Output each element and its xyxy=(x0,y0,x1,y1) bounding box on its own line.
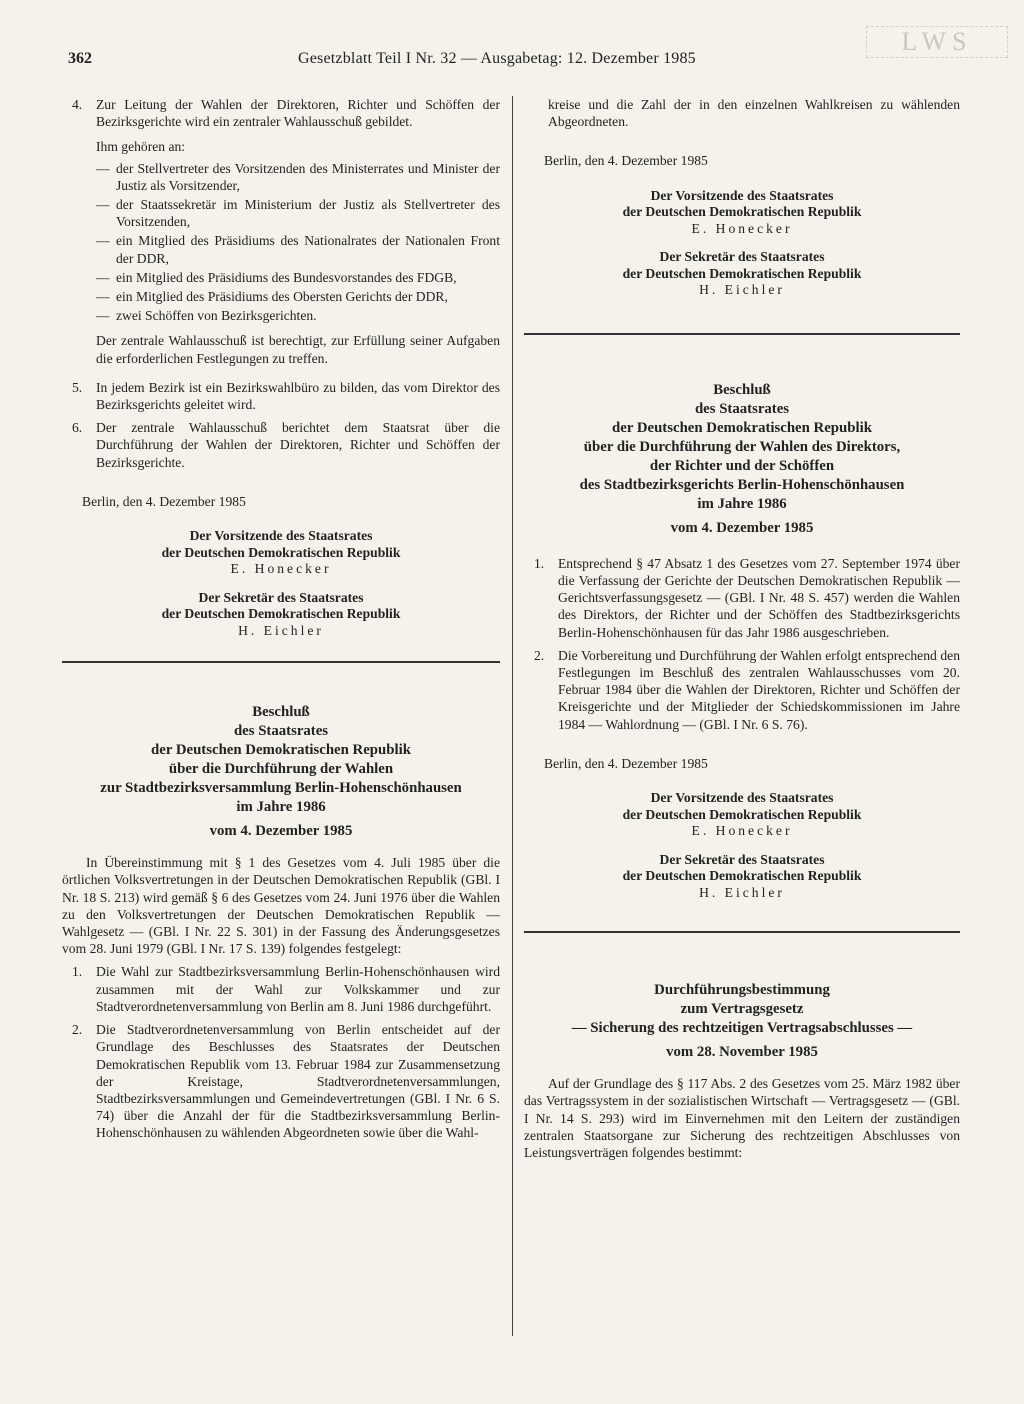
beschluss-title xyxy=(524,381,960,514)
signature-org: der Deutschen Demokratischen Republik xyxy=(622,806,862,822)
beschluss-intro: In Übereinstimmung mit § 1 des Gesetzes vom 4. Juli 1985 über die örtlichen Volksvertretungen in der Deutschen Demokratischen Republik (GBl. I Nr. 18 S. 213) wird gemäß § 6 des Gesetzes vom 24. Juni 1976 über die Wahlen zu den Volksvertretungen der Deutschen Demokratischen Republik — Wahlgesetz — (GBl. I Nr. 22 S. 301) in der Fassung des Änderungsgesetzes vom 28. Juni 1979 (GBl. I Nr. 17 S. 139) folgendes festgelegt: xyxy=(62,855,500,957)
beschluss-item-1 xyxy=(62,963,500,1015)
signature-org: der Deutschen Demokratischen Republik xyxy=(622,204,862,220)
right-column xyxy=(524,96,960,1161)
beschluss-item-1 xyxy=(524,555,960,641)
signature-title: Der Vorsitzende des Staatsrates xyxy=(650,790,834,806)
title-line: des Stadtbezirksgerichts Berlin-Hohenschönhausen xyxy=(579,476,905,493)
signature-org: der Deutschen Demokratischen Republik xyxy=(622,868,862,884)
signature-secretary xyxy=(524,249,960,299)
member-item: — zwei Schöffen von Bezirksgerichten. xyxy=(62,307,500,324)
title-line: der Deutschen Demokratischen Republik xyxy=(151,742,411,759)
beschluss-date: vom 4. Dezember 1985 xyxy=(670,519,814,536)
member-item: — ein Mitglied des Präsidiums des Obersten Gerichts der DDR, xyxy=(62,288,500,305)
signature-chairman xyxy=(62,528,500,578)
member-item: — der Stellvertreter des Vorsitzenden des Ministerrates und Minister der Justiz als Vorsitzender, xyxy=(62,160,500,194)
date-line: Berlin, den 4. Dezember 1985 xyxy=(544,153,708,169)
item-text: Der zentrale Wahlausschuß berichtet dem Staatsrat über die Durchführung der Wahlen der Direktoren, Richter und Schöffen der Bezirksgerichte. xyxy=(96,420,500,470)
section-rule xyxy=(524,931,960,933)
signature-org: der Deutschen Demokratischen Republik xyxy=(161,544,401,560)
signature-title: Der Sekretär des Staatsrates xyxy=(659,249,825,265)
signature-chairman xyxy=(524,790,960,840)
signature-secretary xyxy=(62,590,500,640)
signature-secretary xyxy=(524,852,960,902)
durchfuehrung-text: Auf der Grundlage des § 117 Abs. 2 des Gesetzes vom 25. März 1982 über das Vertragssystem in der sozialistischen Wirtschaft — Vertragsgesetz — (GBl. I Nr. 14 S. 293) wird im Einvernehmen mit den Leitern der zuständigen zentralen Staatsorgane zur Sicherung des rechtzeitigen Abschlusses von Leistungsverträgen folgendes bestimmt: xyxy=(524,1076,960,1161)
member-item: — ein Mitglied des Präsidiums des Bundesvorstandes des FDGB, xyxy=(62,269,500,286)
title-line: Beschluß xyxy=(713,381,771,398)
item-text: Zur Leitung der Wahlen der Direktoren, Richter und Schöffen der Bezirksgerichte wird ein zentraler Wahlausschuß gebildet. xyxy=(96,97,500,130)
title-line: der Deutschen Demokratischen Republik xyxy=(612,419,872,436)
beschluss-date: vom 4. Dezember 1985 xyxy=(209,823,353,840)
signature-name: E. Honecker xyxy=(691,823,793,839)
members-intro: Ihm gehören an: xyxy=(96,139,186,155)
column-divider xyxy=(512,96,513,1336)
title-line: im Jahre 1986 xyxy=(236,799,326,816)
item-number: 1. xyxy=(534,555,545,571)
item-number: 2. xyxy=(534,647,545,663)
signature-name: E. Honecker xyxy=(691,220,793,236)
date-line: Berlin, den 4. Dezember 1985 xyxy=(544,755,708,771)
item-number: 5. xyxy=(72,379,83,395)
item-text: In jedem Bezirk ist ein Bezirkswahlbüro zu bilden, das vom Direktor des Bezirksgerichts geleitet wird. xyxy=(96,379,500,413)
item-text: Die Wahl zur Stadtbezirksversammlung Berlin-Hohenschönhausen wird zusammen mit der Wahl zur Volkskammer und zur Stadtverordnetenversammlung von Berlin am 8. Juni 1986 durchgeführt. xyxy=(96,964,500,1014)
title-line: über die Durchführung der Wahlen des Direktors, xyxy=(583,438,901,455)
beschluss-item-2 xyxy=(62,1021,500,1141)
date-line: Berlin, den 4. Dezember 1985 xyxy=(82,493,246,509)
durchfuehrung-date: vom 28. November 1985 xyxy=(666,1044,818,1061)
item-6 xyxy=(62,419,500,471)
title-line: des Staatsrates xyxy=(233,723,329,740)
signature-chairman xyxy=(524,188,960,238)
signature-name: H. Eichler xyxy=(699,884,785,900)
signature-title: Der Sekretär des Staatsrates xyxy=(198,589,364,605)
title-line: zum Vertragsgesetz xyxy=(680,1001,804,1018)
item-text: Entsprechend § 47 Absatz 1 des Gesetzes vom 27. September 1974 über die Verfassung der Gerichte der Deutschen Demokratischen Republik — Gerichtsverfassungsgesetz — (GBl. I Nr. 48 S. 457) werden die Wahlen des Direktors, der Richter und der Schöffen des Stadtbezirksgerichts Berlin-Hohenschönhausen für das Jahr 1986 ausgeschrieben. xyxy=(558,555,960,640)
gazette-title: Gesetzblatt Teil I Nr. 32 — Ausgabetag: 12. Dezember 1985 xyxy=(298,50,696,67)
item-number: 2. xyxy=(72,1022,83,1038)
member-item: — ein Mitglied des Präsidiums des Nationalrates der Nationalen Front der DDR, xyxy=(62,232,500,266)
signature-title: Der Sekretär des Staatsrates xyxy=(659,851,825,867)
signature-org: der Deutschen Demokratischen Republik xyxy=(622,265,862,281)
left-column xyxy=(62,96,500,1148)
title-line: des Staatsrates xyxy=(694,400,790,417)
durchfuehrung-title xyxy=(524,981,960,1038)
page-header xyxy=(68,27,978,72)
title-line: über die Durchführung der Wahlen xyxy=(168,761,394,778)
item-4-closing: Der zentrale Wahlausschuß ist berechtigt, zur Erfüllung seiner Aufgaben die erforderlichen Festlegungen zu treffen. xyxy=(96,333,500,366)
item-number: 6. xyxy=(72,420,83,436)
signature-title: Der Vorsitzende des Staatsrates xyxy=(189,528,373,544)
signature-name: E. Honecker xyxy=(230,561,332,577)
title-line: zur Stadtbezirksversammlung Berlin-Hohenschönhausen xyxy=(100,780,462,797)
item-number: 1. xyxy=(72,964,83,980)
signature-name: H. Eichler xyxy=(699,282,785,298)
title-line: der Richter und der Schöffen xyxy=(649,457,835,474)
item-number: 4. xyxy=(72,97,83,112)
signature-title: Der Vorsitzende des Staatsrates xyxy=(650,187,834,203)
member-item: — der Staatssekretär im Ministerium der Justiz als Stellvertreter des Vorsitzenden, xyxy=(62,196,500,230)
title-line: — Sicherung des rechtzeitigen Vertragsabschlusses — xyxy=(571,1020,913,1037)
continuation-text: kreise und die Zahl der in den einzelnen Wahlkreisen zu wählenden Abgeordneten. xyxy=(548,97,960,130)
item-text: Die Vorbereitung und Durchführung der Wahlen erfolgt entsprechend den Festlegungen im Beschluß des zentralen Wahlausschusses vom 20. Februar 1984 über die Wahlen der Direktoren, Richter und Schöffen der Kreisgerichte und der Mitglieder der Schiedskommissionen im Jahre 1984 — Wahlordnung — (GBl. I Nr. 6 S. 76). xyxy=(558,647,960,732)
beschluss-item-2 xyxy=(524,647,960,733)
signature-name: H. Eichler xyxy=(238,622,324,638)
library-stamp: LWS xyxy=(866,26,1008,58)
section-rule xyxy=(62,661,500,663)
page-number: 362 xyxy=(68,50,92,67)
section-rule xyxy=(524,333,960,335)
beschluss-title xyxy=(62,703,500,817)
title-line: Beschluß xyxy=(252,704,310,721)
item-4 xyxy=(62,96,500,130)
title-line: im Jahre 1986 xyxy=(697,495,787,512)
title-line: Durchführungsbestimmung xyxy=(654,982,830,999)
signature-org: der Deutschen Demokratischen Republik xyxy=(161,606,401,622)
item-5 xyxy=(62,379,500,413)
item-text: Die Stadtverordnetenversammlung von Berlin entscheidet auf der Grundlage des Beschlusses des Staatsrates der Deutschen Demokratischen Republik vom 13. Februar 1984 zur Zusammensetzung der Kreistage, Stadtverordnetenversammlungen, Stadtbezirksversammlungen und Gemeindevertretungen (GBl. I Nr. 6 S. 74) über die Anzahl der für die Stadtbezirksversammlung Berlin-Hohenschönhausen zu wählenden Abgeordneten sowie über die Wahl- xyxy=(96,1022,500,1141)
